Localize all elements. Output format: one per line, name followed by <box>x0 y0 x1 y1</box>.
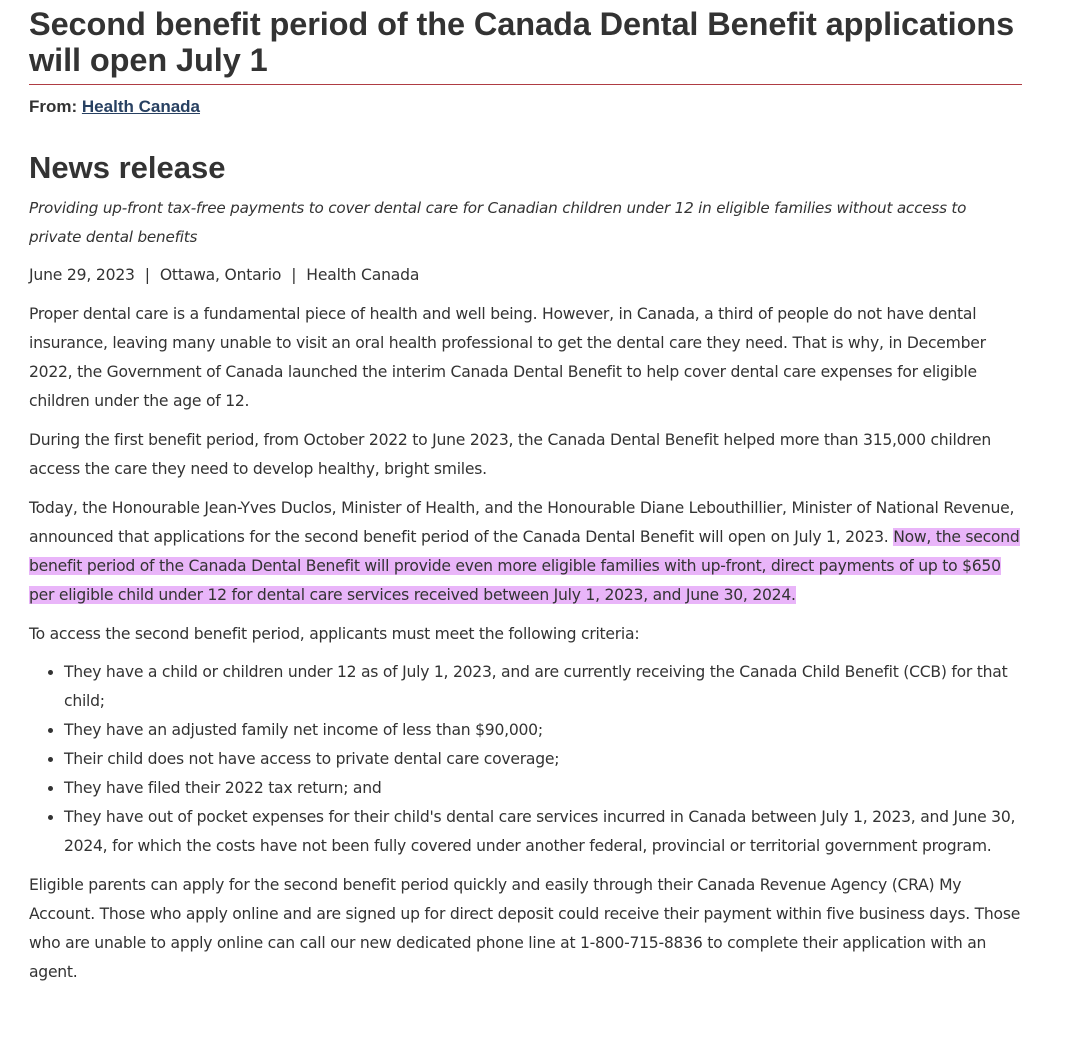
announcement-text: Today, the Honourable Jean-Yves Duclos, Minister of Health, and the Honourable Diane Lebouthillier, Minister of National Revenue, announced that applications for the second benefit period of the Canada Dental Benefit will open on July 1, 2023. <box>29 499 1015 546</box>
list-item: • They have out of pocket expenses for their child's dental care services incurred in Canada between July 1, 2023, and June 30, 2024, for which the costs have not been fully covered under another federal, provincial or territorial government program. <box>64 803 1022 861</box>
paragraph-first-period: During the first benefit period, from October 2022 to June 2023, the Canada Dental Benefit helped more than 315,000 children access the care they need to develop healthy, bright smiles. <box>29 431 992 478</box>
paragraph-how-to-apply: Eligible parents can apply for the second benefit period quickly and easily through their Canada Revenue Agency (CRA) My Account. Those who apply online and are signed up for direct deposit could receive their payment within five business days. Those who are unable to apply online can call our new dedicated phone line at 1-800-715-8836 to complete their application with an agent. <box>29 876 1021 981</box>
article-subtitle: Providing up-front tax-free payments to cover dental care for Canadian children under 12 in eligible families without access to private dental benefits <box>29 199 967 246</box>
page-title: Second benefit period of the Canada Dental Benefit applications will open July 1 <box>29 0 1022 85</box>
paragraph-intro: Proper dental care is a fundamental piece of health and well being. However, in Canada, a third of people do not have dental insurance, leaving many unable to visit an oral health professional to get the dental care they need. That is why, in December 2022, the Government of Canada launched the interim Canada Dental Benefit to help cover dental care expenses for eligible children under the age of 12. <box>29 305 986 410</box>
from-line <box>29 97 1022 121</box>
meta-separator: | <box>144 266 150 284</box>
health-canada-link[interactable]: Health Canada <box>81 97 200 116</box>
list-item: • They have filed their 2022 tax return; and <box>64 774 1022 803</box>
release-date: June 29, 2023 <box>29 266 135 284</box>
paragraph-criteria-intro: To access the second benefit period, applicants must meet the following criteria: <box>29 625 640 643</box>
list-item: • They have a child or children under 12 as of July 1, 2023, and are currently receiving the Canada Child Benefit (CCB) for that child; <box>64 658 1022 716</box>
highlighted-text: Now, the second benefit period of the Canada Dental Benefit will provide even more eligible families with up-front, direct payments of up to $650 per eligible child under 12 for dental care services received between July 1, 2023, and June 30, 2024. <box>29 528 1020 604</box>
from-label: From: <box>29 97 78 116</box>
criteria-list <box>29 658 1022 861</box>
list-item: • They have an adjusted family net income of less than $90,000; <box>64 716 1022 745</box>
release-meta <box>29 261 1022 290</box>
release-location: Ottawa, Ontario <box>159 266 282 284</box>
section-heading: News release <box>29 150 226 185</box>
meta-separator: | <box>291 266 297 284</box>
paragraph-announcement <box>29 494 1022 610</box>
release-department: Health Canada <box>306 266 420 284</box>
list-item: • Their child does not have access to private dental care coverage; <box>64 745 1022 774</box>
